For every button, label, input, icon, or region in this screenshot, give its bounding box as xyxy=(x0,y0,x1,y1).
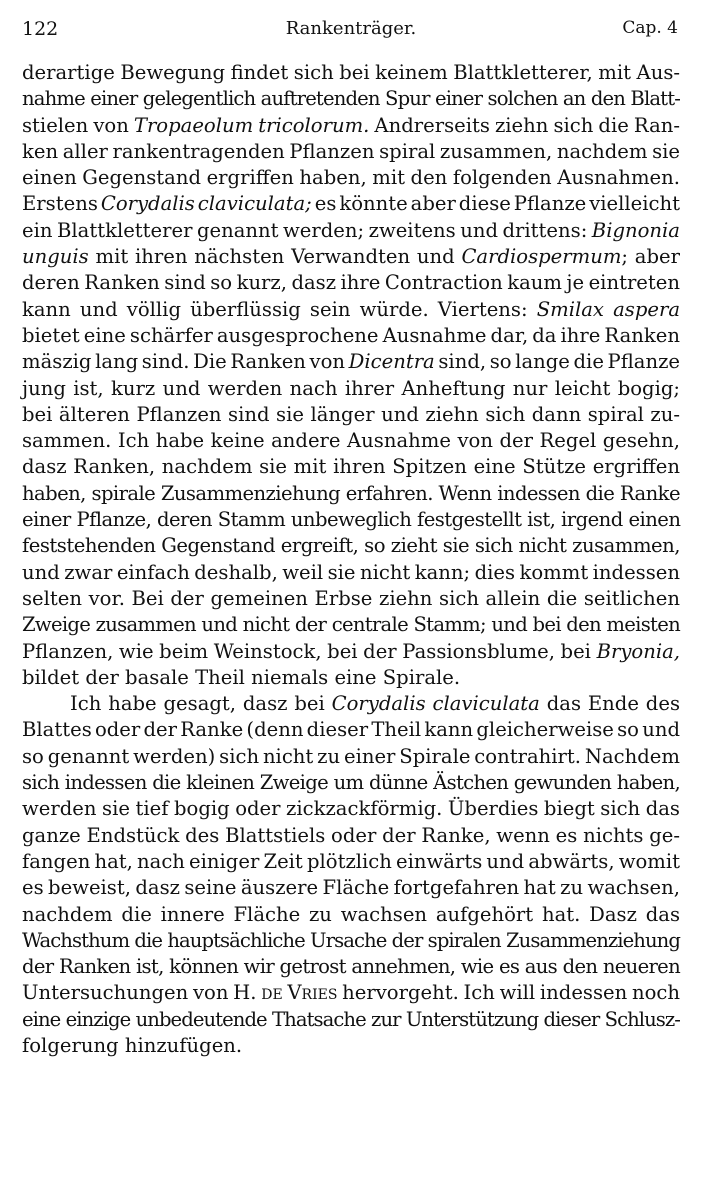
smallcaps-text: de Vries xyxy=(261,981,338,1005)
text-run: ein Blattkletterer genannt werden; zweitens und drittens: xyxy=(22,218,592,242)
text-line xyxy=(22,270,680,296)
text-line xyxy=(22,481,680,507)
italic-text: Bignonia xyxy=(591,218,680,242)
text-run: bildet der basale Theil niemals eine Spirale. xyxy=(22,665,461,689)
text-line xyxy=(22,297,680,323)
text-run: werden sie tief bogig oder zickzackförmig. Überdies biegt sich das xyxy=(22,797,680,821)
italic-text: unguis xyxy=(22,245,89,269)
text-run: bietet eine schärfer ausgesprochene Ausnahme dar, da ihre Ranken xyxy=(22,323,680,347)
text-run: Untersuchungen von H. xyxy=(22,981,262,1005)
text-run: es könnte aber diese Pflanze vielleicht xyxy=(311,192,680,216)
text-run: hervorgeht. Ich will indessen noch xyxy=(337,981,680,1005)
text-run: so genannt werden) sich nicht zu einer Spirale contrahirt. Nachdem xyxy=(22,744,680,768)
text-line xyxy=(22,244,680,270)
text-line xyxy=(22,796,680,822)
italic-text: Tropaeolum tricolorum. xyxy=(133,113,370,137)
text-run: bei älteren Pflanzen sind sie länger und ziehn sich dann spiral zu- xyxy=(22,402,680,426)
text-line xyxy=(22,744,680,770)
text-run: Erstens xyxy=(22,192,101,216)
text-run: Pflanzen, wie beim Weinstock, bei der Passionsblume, bei xyxy=(22,639,597,663)
text-run: es beweist, dasz seine äuszere Fläche fortgefahren hat zu wachsen, xyxy=(22,876,680,900)
text-run: ; aber xyxy=(621,245,680,269)
text-run: derartige Bewegung findet sich bei keinem Blattkletterer, mit Aus- xyxy=(22,61,680,84)
text-run: sind, so lange die Pflanze xyxy=(434,350,681,374)
text-line xyxy=(22,86,680,112)
text-run: und zwar einfach deshalb, weil sie nicht kann; dies kommt indessen xyxy=(22,560,680,584)
text-line xyxy=(22,717,680,743)
text-run: mit ihren nächsten Verwandten und xyxy=(88,245,462,269)
text-line xyxy=(22,954,680,980)
text-line xyxy=(22,139,680,165)
text-line xyxy=(22,113,680,139)
text-run: eine einzige unbedeutende Thatsache zur Unterstützung dieser Schlusz- xyxy=(22,1007,680,1031)
text-line xyxy=(22,323,680,349)
text-line xyxy=(22,454,680,480)
text-run: Wachsthum die hauptsächliche Ursache der spiralen Zusammenziehung xyxy=(22,928,680,952)
text-line xyxy=(22,928,680,954)
text-run: jung ist, kurz und werden nach ihrer Anheftung nur leicht bogig; xyxy=(22,376,680,400)
italic-text: Smilax aspera xyxy=(536,297,680,321)
page-number: 122 xyxy=(22,18,59,40)
text-line xyxy=(22,428,680,454)
text-run: kann und völlig überflüssig sein würde. Viertens: xyxy=(22,297,537,321)
text-run: ken aller rankentragenden Pflanzen spiral zusammen, nachdem sie xyxy=(22,139,680,163)
text-run: sammen. Ich habe keine andere Ausnahme von der Regel gesehn, xyxy=(22,429,680,453)
body-text xyxy=(22,60,680,1059)
text-line xyxy=(22,60,680,86)
text-line xyxy=(22,665,680,691)
text-line xyxy=(22,902,680,928)
text-run: sich indessen die kleinen Zweige um dünne Ästchen gewunden haben, xyxy=(22,771,680,795)
text-run: dasz Ranken, nachdem sie mit ihren Spitzen eine Stütze ergriffen xyxy=(22,455,680,479)
text-line xyxy=(22,770,680,796)
text-run: selten vor. Bei der gemeinen Erbse ziehn sich allein die seitlichen xyxy=(22,586,680,610)
text-line xyxy=(22,639,680,665)
italic-text: Dicentra xyxy=(348,350,435,374)
running-header xyxy=(22,18,680,48)
text-line xyxy=(22,691,680,717)
text-line xyxy=(22,349,680,375)
text-line xyxy=(22,1033,680,1059)
text-run: fangen hat, nach einiger Zeit plötzlich einwärts und abwärts, womit xyxy=(22,849,680,873)
italic-text: Corydalis claviculata; xyxy=(100,192,312,216)
text-run: nahme einer gelegentlich auftretenden Spur einer solchen an den Blatt- xyxy=(22,87,680,111)
text-line xyxy=(22,612,680,638)
italic-text: Corydalis claviculata xyxy=(331,692,540,716)
text-line xyxy=(22,191,680,217)
text-run: ganze Endstück des Blattstiels oder der Ranke, wenn es nichts ge- xyxy=(22,823,680,847)
text-run: Blattes oder der Ranke (denn dieser Theil kann gleicherweise so und xyxy=(22,718,680,742)
text-run: einer Pflanze, deren Stamm unbeweglich festgestellt ist, irgend einen xyxy=(22,508,681,532)
text-line xyxy=(22,507,680,533)
text-line xyxy=(22,1007,680,1033)
text-run: folgerung hinzufügen. xyxy=(22,1033,243,1057)
text-line xyxy=(22,218,680,244)
text-line xyxy=(22,560,680,586)
book-page xyxy=(22,18,680,1059)
chapter-label: Cap. 4 xyxy=(622,18,678,38)
text-line xyxy=(22,165,680,191)
text-line xyxy=(22,533,680,559)
italic-text: Cardiospermum xyxy=(461,245,622,269)
text-run: feststehenden Gegenstand ergreift, so zieht sie sich nicht zusammen, xyxy=(22,534,680,558)
text-run: nachdem die innere Fläche zu wachsen aufgehört hat. Dasz das xyxy=(22,902,680,926)
text-line xyxy=(22,402,680,428)
running-title: Rankenträger. xyxy=(285,18,417,39)
text-line xyxy=(22,376,680,402)
text-line xyxy=(22,849,680,875)
text-line xyxy=(22,980,680,1006)
text-run: Zweige zusammen und nicht der centrale Stamm; und bei den meisten xyxy=(22,613,680,637)
text-run: einen Gegenstand ergriffen haben, mit den folgenden Ausnahmen. xyxy=(22,166,680,190)
text-line xyxy=(22,875,680,901)
text-run: deren Ranken sind so kurz, dasz ihre Contraction kaum je eintreten xyxy=(22,271,680,295)
text-run: Ich habe gesagt, dasz bei xyxy=(70,692,332,716)
text-line xyxy=(22,586,680,612)
text-run: das Ende des xyxy=(539,692,680,716)
text-line xyxy=(22,823,680,849)
text-run: stielen von xyxy=(22,113,134,137)
italic-text: Bryonia, xyxy=(596,639,680,663)
text-run: der Ranken ist, können wir getrost annehmen, wie es aus den neueren xyxy=(22,955,680,979)
text-run: mäszig lang sind. Die Ranken von xyxy=(22,350,349,374)
text-run: haben, spirale Zusammenziehung erfahren. Wenn indessen die Ranke xyxy=(22,481,680,505)
text-run: Andrerseits ziehn sich die Ran- xyxy=(369,113,680,137)
